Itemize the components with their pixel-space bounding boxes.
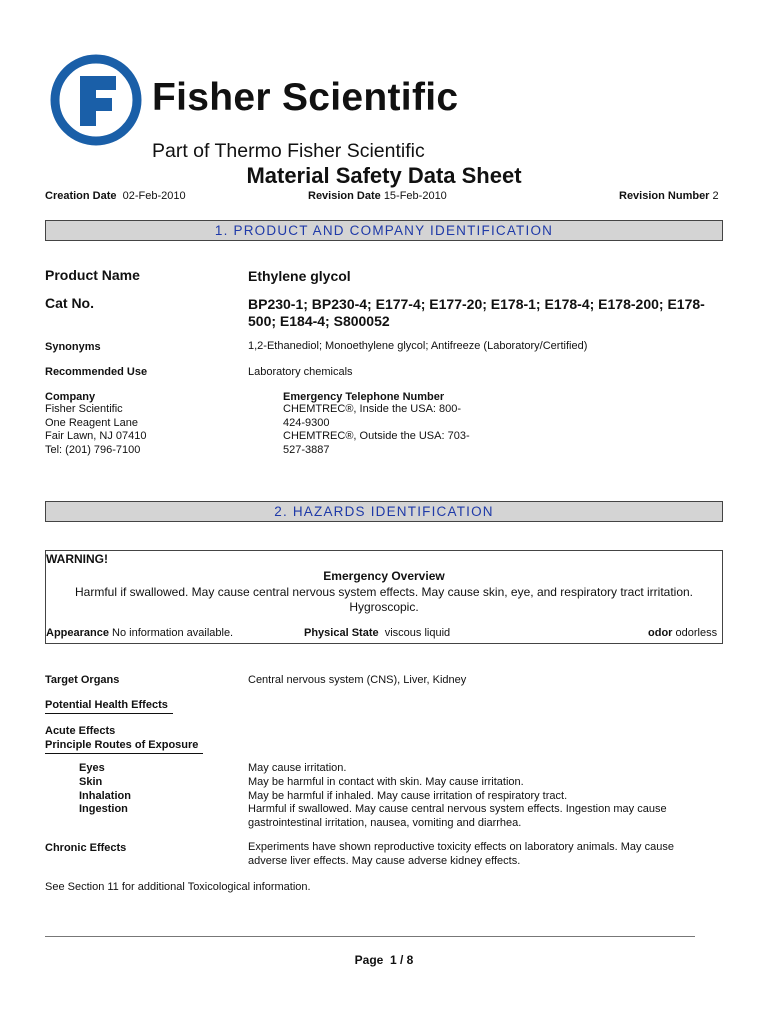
company-label: Company xyxy=(45,391,96,403)
emergency-line: 424-9300 xyxy=(283,416,330,429)
odor-field: odor odorless xyxy=(648,627,718,639)
route-inhalation-label: Inhalation xyxy=(79,790,131,802)
route-inhalation-value: May be harmful if inhaled. May cause irritation of respiratory tract. xyxy=(248,790,568,802)
emergency-line: CHEMTREC®, Outside the USA: 703- xyxy=(283,430,470,442)
recommended-use-label: Recommended Use xyxy=(45,366,148,378)
appearance-field: Appearance No information available. xyxy=(46,627,234,639)
chronic-effects-line-2: adverse liver effects. May cause adverse kidney effects. xyxy=(248,855,521,867)
revision-date: Revision Date 15-Feb-2010 xyxy=(308,190,447,202)
page-number: Page 1 / 8 xyxy=(354,953,414,967)
route-eyes-value: May cause irritation. xyxy=(248,762,347,774)
company-block xyxy=(45,391,147,457)
document-title: Material Safety Data Sheet xyxy=(246,163,522,188)
overview-line-1: Harmful if swallowed. May cause central nervous system effects. May cause skin, eye, and respiratory tract irritation. xyxy=(74,585,694,599)
brand-name: Fisher Scientific xyxy=(152,76,459,119)
routes-of-exposure-heading: Principle Routes of Exposure xyxy=(45,739,203,754)
overview-title: Emergency Overview xyxy=(323,569,445,583)
emergency-label: Emergency Telephone Number xyxy=(283,391,445,403)
route-skin-value: May be harmful in contact with skin. May cause irritation. xyxy=(248,776,524,788)
section-1-heading: 1. PRODUCT AND COMPANY IDENTIFICATION xyxy=(45,220,723,241)
cat-no-value-line1: BP230-1; BP230-4; E177-4; E177-20; E178-1; E178-4; E178-200; E178- xyxy=(248,296,705,312)
company-line: Fisher Scientific xyxy=(45,403,123,415)
company-line: Fair Lawn, NJ 07410 xyxy=(45,430,147,442)
creation-date: Creation Date 02-Feb-2010 xyxy=(45,190,186,202)
route-ingestion-value: Harmful if swallowed. May cause central nervous system effects. Ingestion may cause xyxy=(248,803,667,815)
product-name-value: Ethylene glycol xyxy=(248,268,351,284)
acute-effects-label: Acute Effects xyxy=(45,725,116,737)
brand-tagline: Part of Thermo Fisher Scientific xyxy=(152,140,425,162)
emergency-line: CHEMTREC®, Inside the USA: 800- xyxy=(283,403,462,415)
synonyms-value: 1,2-Ethanediol; Monoethylene glycol; Antifreeze (Laboratory/Certified) xyxy=(248,340,588,352)
overview-line-2: Hygroscopic. xyxy=(349,600,419,614)
physical-state-field: Physical State viscous liquid xyxy=(304,627,451,639)
emergency-block xyxy=(283,391,470,457)
see-section-note: See Section 11 for additional Toxicological information. xyxy=(45,881,311,893)
cat-no-label: Cat No. xyxy=(45,295,94,311)
route-skin-label: Skin xyxy=(79,776,103,788)
section-2-heading: 2. HAZARDS IDENTIFICATION xyxy=(45,501,723,522)
company-line: Tel: (201) 796-7100 xyxy=(45,443,141,456)
product-name-label: Product Name xyxy=(45,267,140,283)
cat-no-value-line2: 500; E184-4; S800052 xyxy=(248,313,390,329)
fisher-f-logo-icon xyxy=(50,54,142,146)
footer-divider xyxy=(45,936,695,937)
chronic-effects-label: Chronic Effects xyxy=(45,842,127,854)
recommended-use-value: Laboratory chemicals xyxy=(248,366,353,378)
potential-health-effects-heading: Potential Health Effects xyxy=(45,699,173,714)
synonyms-label: Synonyms xyxy=(45,341,101,353)
company-line: One Reagent Lane xyxy=(45,416,138,429)
revision-number: Revision Number 2 xyxy=(619,190,719,202)
chronic-effects-line-1: Experiments have shown reproductive toxicity effects on laboratory animals. May cause xyxy=(248,841,674,853)
route-ingestion-label: Ingestion xyxy=(79,803,128,815)
route-eyes-label: Eyes xyxy=(79,762,105,774)
emergency-line: 527-3887 xyxy=(283,443,330,456)
target-organs-label: Target Organs xyxy=(45,674,120,686)
route-ingestion-value-line2: gastrointestinal irritation, nausea, vomiting and diarrhea. xyxy=(248,817,522,829)
target-organs-value: Central nervous system (CNS), Liver, Kidney xyxy=(248,674,467,686)
warning-label: WARNING! xyxy=(46,552,108,566)
